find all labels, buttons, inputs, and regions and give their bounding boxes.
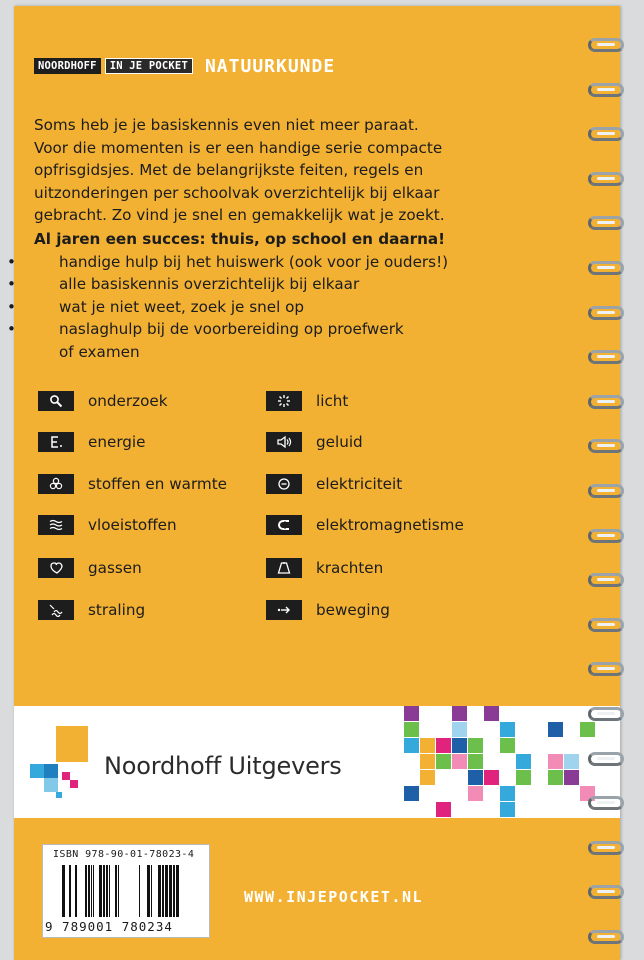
gas-icon (38, 558, 74, 578)
spiral-ring (588, 83, 624, 97)
mosaic-tile (484, 802, 499, 817)
spiral-ring (588, 796, 624, 810)
spiral-ring (588, 841, 624, 855)
mosaic-tile (452, 722, 467, 737)
magnet-icon (266, 515, 302, 535)
mosaic-tile (436, 738, 451, 753)
barcode-bar (103, 865, 105, 917)
weight-icon (266, 558, 302, 578)
barcode-bar (88, 865, 90, 917)
mosaic-tile (516, 786, 531, 801)
speaker-icon (266, 432, 302, 452)
spiral-ring (588, 573, 624, 587)
legend-label: stoffen en warmte (88, 475, 228, 493)
barcode-bar (115, 865, 117, 917)
legend-item-elektriciteit (266, 473, 402, 495)
legend-item-krachten (266, 557, 383, 579)
radiation-icon (38, 600, 74, 620)
energy-icon (38, 432, 74, 452)
barcode-bar (165, 865, 168, 917)
mosaic-tile (516, 738, 531, 753)
mosaic-tile (468, 770, 483, 785)
barcode (42, 844, 210, 938)
barcode-bar (139, 865, 140, 917)
mosaic-tile (436, 770, 451, 785)
barcode-bar (151, 865, 152, 917)
feature-item: • alle basiskennis overzichtelijk bij elkaar (34, 273, 494, 296)
mosaic-tile (532, 802, 547, 817)
legend-label: elektromagnetisme (316, 516, 464, 534)
spiral-ring (588, 172, 624, 186)
legend-item-onderzoek (38, 390, 168, 412)
spiral-ring (588, 885, 624, 899)
barcode-bars (57, 865, 197, 917)
mosaic-tile (564, 770, 579, 785)
molecule-icon (38, 474, 74, 494)
mosaic-tile (516, 770, 531, 785)
feature-item: • naslaghulp bij de voorbereiding op proefwerk of examen (34, 318, 494, 363)
mosaic-tile (404, 722, 419, 737)
feature-item: • handige hulp bij het huiswerk (ook voor je ouders!) (34, 251, 494, 274)
mosaic-tile (484, 754, 499, 769)
mosaic-tile (564, 786, 579, 801)
publisher-band (14, 706, 620, 818)
barcode-bar (62, 865, 65, 917)
spiral-ring (588, 395, 624, 409)
legend-item-beweging (266, 599, 390, 621)
arrow-icon (266, 600, 302, 620)
mosaic-tile (564, 738, 579, 753)
mosaic-tile (500, 786, 515, 801)
magnifier-icon (38, 391, 74, 411)
mosaic-tile (452, 786, 467, 801)
waves-icon (38, 515, 74, 535)
barcode-bar (173, 865, 175, 917)
circuit-icon (266, 474, 302, 494)
mosaic-tile (500, 802, 515, 817)
barcode-bar (99, 865, 102, 917)
barcode-bar (176, 865, 179, 917)
mosaic-tile (500, 722, 515, 737)
legend-label: beweging (316, 601, 390, 619)
barcode-bar (106, 865, 108, 917)
feature-item: • wat je niet weet, zoek je snel op (34, 296, 494, 319)
legend-label: onderzoek (88, 392, 168, 410)
barcode-bar (169, 865, 172, 917)
mosaic-tile (516, 722, 531, 737)
publisher-name: Noordhoff Uitgevers (104, 752, 342, 780)
mosaic-tile (548, 770, 563, 785)
mosaic-tile (564, 706, 579, 721)
feature-list (34, 251, 494, 364)
spiral-ring (588, 707, 624, 721)
legend-item-straling (38, 599, 145, 621)
barcode-bar (109, 865, 110, 917)
mosaic-tile (532, 738, 547, 753)
mosaic-tile (484, 738, 499, 753)
mosaic-tile (548, 786, 563, 801)
mosaic-tile (516, 802, 531, 817)
spiral-ring (588, 484, 624, 498)
legend-label: licht (316, 392, 349, 410)
legend-item-stoffen (38, 473, 227, 495)
legend-label: elektriciteit (316, 475, 403, 493)
success-section (34, 228, 494, 363)
mosaic-tile (420, 786, 435, 801)
mosaic-tile (484, 706, 499, 721)
mosaic-tile (532, 754, 547, 769)
ean-number: 9 789001 780234 (45, 919, 173, 934)
brand-label: NOORDHOFF (34, 58, 101, 74)
barcode-bar (162, 865, 164, 917)
mosaic-tile (468, 722, 483, 737)
mosaic-tile (532, 786, 547, 801)
mosaic-tile (564, 754, 579, 769)
legend-label: vloeistoffen (88, 516, 177, 534)
mosaic-tile (548, 738, 563, 753)
barcode-bar (158, 865, 161, 917)
intro-text (34, 114, 494, 227)
light-icon (266, 391, 302, 411)
barcode-bar (75, 865, 77, 917)
mosaic-tile (436, 754, 451, 769)
mosaic-tile (420, 802, 435, 817)
mosaic-tile (500, 738, 515, 753)
mosaic-tile (404, 802, 419, 817)
mosaic-tile (500, 754, 515, 769)
mosaic-tile (404, 754, 419, 769)
success-heading: Al jaren een succes: thuis, op school en daarna! (34, 230, 446, 248)
mosaic-tile (452, 738, 467, 753)
legend-label: straling (88, 601, 146, 619)
mosaic-tile (468, 786, 483, 801)
spiral-ring (588, 529, 624, 543)
barcode-bar (69, 865, 71, 917)
website-url[interactable]: WWW.INJEPOCKET.NL (244, 888, 424, 906)
mosaic-tile (452, 706, 467, 721)
mosaic-tile (436, 706, 451, 721)
spiral-ring (588, 38, 624, 52)
intro-line: gebracht. Zo vind je snel en gemakkelijk wat je zoekt. (34, 206, 445, 224)
mosaic-tile (548, 754, 563, 769)
legend-item-vloeistoffen (38, 514, 177, 536)
spiral-binding (588, 10, 644, 960)
spiral-ring (588, 127, 624, 141)
mosaic-tile (548, 802, 563, 817)
mosaic-tile (564, 802, 579, 817)
noordhoff-logo-icon (30, 726, 90, 806)
spiral-ring (588, 752, 624, 766)
mosaic-tile (548, 706, 563, 721)
spiral-ring (588, 261, 624, 275)
mosaic-tile (452, 802, 467, 817)
mosaic-tile (468, 802, 483, 817)
mosaic-tile (564, 722, 579, 737)
mosaic-tile (484, 786, 499, 801)
spiral-ring (588, 439, 624, 453)
mosaic-tile (468, 738, 483, 753)
mosaic-tile (500, 770, 515, 785)
barcode-bar (91, 865, 92, 917)
barcode-bar (93, 865, 94, 917)
legend-label: gassen (88, 559, 142, 577)
barcode-bar (85, 865, 87, 917)
intro-line: Voor die momenten is er een handige serie compacte (34, 138, 443, 157)
mosaic-tile (404, 786, 419, 801)
legend-item-gassen (38, 557, 142, 579)
mosaic-tile (516, 706, 531, 721)
mosaic-tile (516, 754, 531, 769)
mosaic-tile (420, 738, 435, 753)
mosaic-tile (532, 706, 547, 721)
series-header (34, 56, 335, 76)
mosaic-tile (468, 754, 483, 769)
mosaic-tile (420, 722, 435, 737)
spiral-ring (588, 306, 624, 320)
mosaic-tile (452, 754, 467, 769)
mosaic-tile (532, 770, 547, 785)
legend-label: energie (88, 433, 146, 451)
spiral-ring (588, 216, 624, 230)
legend-label: geluid (316, 433, 363, 451)
spiral-ring (588, 662, 624, 676)
mosaic-tile (436, 722, 451, 737)
barcode-bar (147, 865, 150, 917)
spiral-ring (588, 350, 624, 364)
mosaic-tile (548, 722, 563, 737)
mosaic-tile (436, 786, 451, 801)
isbn-number: ISBN 978-90-01-78023-4 (53, 849, 195, 860)
legend-item-licht (266, 390, 348, 412)
mosaic-tile (420, 770, 435, 785)
mosaic-tile (436, 802, 451, 817)
mosaic-tile (404, 738, 419, 753)
subject-title: NATUURKUNDE (204, 55, 336, 77)
mosaic-tile (532, 722, 547, 737)
spiral-ring (588, 618, 624, 632)
mosaic-tile (452, 770, 467, 785)
legend-label: krachten (316, 559, 384, 577)
spiral-ring (588, 930, 624, 944)
mosaic-tile (420, 754, 435, 769)
legend-item-energie (38, 431, 146, 453)
legend-item-geluid (266, 431, 363, 453)
intro-line: uitzonderingen per schoolvak overzichtelijk bij elkaar (34, 183, 440, 202)
mosaic-tile (468, 706, 483, 721)
barcode-bar (118, 865, 119, 917)
mosaic-tile (500, 706, 515, 721)
legend-item-elektromagnetisme (266, 514, 464, 536)
mosaic-tile (404, 706, 419, 721)
mosaic-tile (484, 770, 499, 785)
intro-line: Soms heb je je basiskennis even niet meer paraat. (34, 116, 419, 134)
mosaic-tile (484, 722, 499, 737)
intro-line: opfrisgidsjes. Met de belangrijkste feiten, regels en (34, 161, 424, 179)
series-label: IN JE POCKET (105, 58, 193, 74)
mosaic-tile (404, 770, 419, 785)
mosaic-tile (420, 706, 435, 721)
